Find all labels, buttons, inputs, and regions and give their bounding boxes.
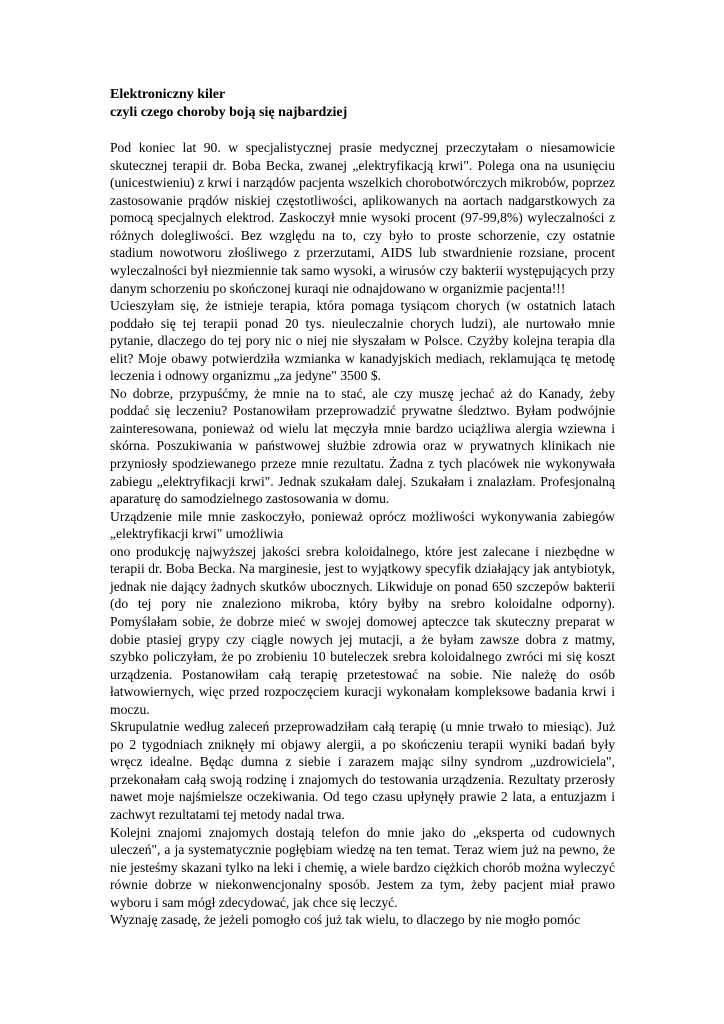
paragraph: Kolejni znajomi znajomych dostają telefon do mnie jako do „eksperta od cudownych uleczeń", a ja systematycznie pogłębiam wiedzę na ten temat. Teraz wiem już na pewno, że nie jesteśmy skazani tylko na leki i chemię, a wiele bardzo ciężkich chorób można wyleczyć równie dobrze w niekonwencjonalny sposób. Jestem za tym, żeby pacjent miał prawo wyboru i sam mógł zdecydować, jak chce się leczyć. [110, 824, 615, 910]
paragraph: Skrupulatnie według zaleceń przeprowadziłam całą terapię (u mnie trwało to miesiąc). Już po 2 tygodniach zniknęły mi objawy alergii, a po skończeniu terapii wyniki badań były wręcz idealne. Będąc dumna z siebie i zarazem mając silny syndrom „uzdrowiciela", przekonałam całą swoją rodzinę i znajomych do testowania urządzenia. Rezultaty przerosły nawet moje najśmielsze oczekiwania. Od tego czasu upłynęły prawie 2 lata, a entuzjazm i zachwyt rezultatami tej metody nadal trwa. [110, 719, 615, 822]
paragraph: Wyznaję zasadę, że jeżeli pomogło coś już tak wielu, to dlaczego by nie mogło pomóc [110, 912, 581, 928]
title-spacer [110, 121, 615, 139]
document-subtitle: czyli czego choroby boją się najbardziej [110, 104, 348, 120]
paragraph: Pod koniec lat 90. w specjalistycznej prasie medycznej przeczytałam o niesamowicie skutecznej terapii dr. Boba Becka, zwanej „elektryfikacją krwi". Polega ona na usunięciu (unicestwieniu) z krwi i narządów pacjenta wszelkich chorobotwórczych mikrobów, poprzez zastosowanie prądów niskiej częstotliwości, aplikowanych na aortach nadgarstkowych za pomocą specjalnych elektrod. Zaskoczył mnie wysoki procent (97-99,8%) wyleczalności z różnych dolegliwości. Bez względu na to, czy było to proste schorzenie, czy ostatnie stadium nowotworu złośliwego z przerzutami, AIDS lub stwardnienie rozsiane, procent wyleczalności był niezmiennie tak samo wysoki, a wirusów czy bakterii występujących przy danym schorzeniu po skończonej kuraqi nie odnajdowano w organizmie pacjenta!!! [110, 140, 615, 296]
paragraph: Ucieszyłam się, że istnieje terapia, która pomaga tysiącom chorych (w ostatnich latach poddało się tej terapii ponad 20 tys. nieuleczalnie chorych ludzi), ale nurtowało mnie pytanie, dlaczego do tej pory nic o niej nie słyszałam w Polsce. Czyżby kolejna terapia dla elit? Moje obawy potwierdziła wzmianka w kanadyjskich mediach, reklamująca tę metodę leczenia i odnowy organizmu „za jedyne" 3500 $. [110, 298, 615, 384]
paragraph: Urządzenie mile mnie zaskoczyło, ponieważ oprócz możliwości wykonywania zabiegów „elektryfikacji krwi" umożliwia [110, 508, 615, 542]
document-page [110, 86, 615, 929]
document-title: Elektroniczny kiler [110, 87, 226, 102]
paragraph: No dobrze, przypuśćmy, że mnie na to stać, ale czy muszę jechać aż do Kanady, żeby poddać się leczeniu? Postanowiłam przeprowadzić prywatne śledztwo. Byłam podwójnie zainteresowana, ponieważ od wielu lat męczyła mnie bardzo uciążliwa alergia wziewna i skórna. Poszukiwania w państwowej służbie zdrowia oraz w prywatnych klinikach nie przyniosły spodziewanego przeze mnie rezultatu. Żadna z tych placówek nie wykonywała zabiegu „elektryfikacji krwi". Jednak szukałam dalej. Szukałam i znalazłam. Profesjonalną aparaturę do samodzielnego zastosowania w domu. [110, 385, 615, 507]
paragraph: ono produkcję najwyższej jakości srebra koloidalnego, które jest zalecane i niezbędne w terapii dr. Boba Becka. Na marginesie, jest to wyjątkowy specyfik działający jak antybiotyk, jednak nie dający żadnych skutków ubocznych. Likwiduje on ponad 650 szczepów bakterii (do tej pory nie znaleziono mikroba, który byłby na srebro koloidalne odporny). Pomyślałam sobie, że dobrze mieć w swojej domowej apteczce tak skuteczny preparat w dobie ptasiej grypy czy ciągle nowych jej mutacji, a że byłam zawsze dobra z matmy, szybko policzyłam, że po zrobieniu 10 buteleczek srebra koloidalnego zwróci mi się koszt urządzenia. Postanowiłam całą terapię przetestować na sobie. Nie należę do osób łatwowiernych, więc przed rozpoczęciem kuracji wykonałam kompleksowe badania krwi i moczu. [110, 543, 615, 717]
